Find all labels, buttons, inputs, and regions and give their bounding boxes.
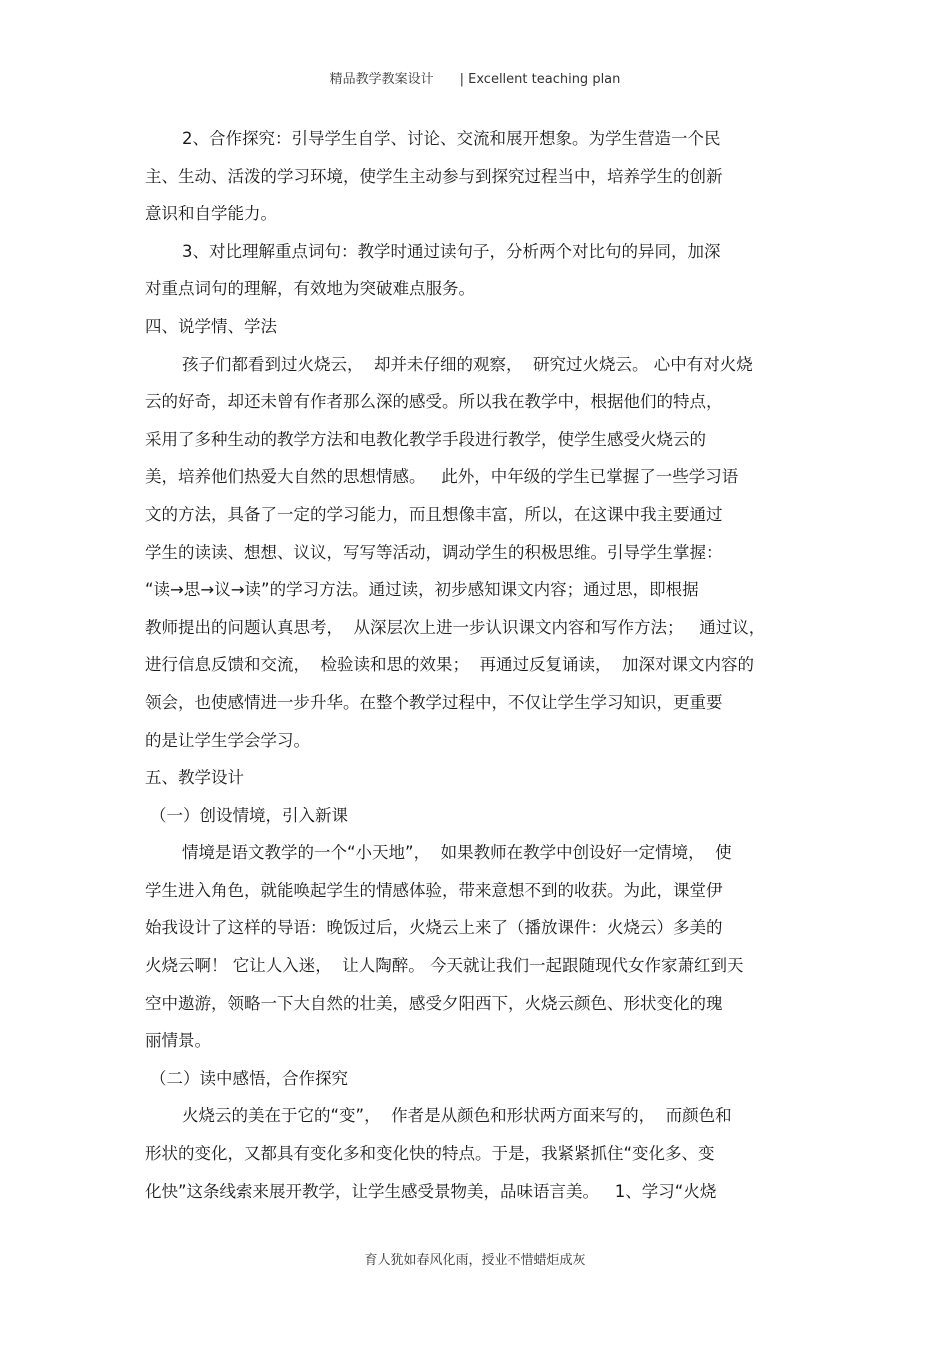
- text-line: “读→思→议→读”的学习方法。通过读，初步感知课文内容；通过思，即根据: [145, 580, 699, 600]
- section-heading: 五、教学设计: [145, 768, 244, 788]
- text-line: 2、合作探究：引导学生自学、讨论、交流和展开想象。为学生营造一个民: [182, 129, 721, 148]
- body-text: [145, 120, 810, 1210]
- text-line: 对重点词句的理解，有效地为突破难点服务。: [145, 279, 475, 299]
- text-line: 火烧云的美在于它的“变”， 作者是从颜色和形状两方面来写的， 而颜色和: [182, 1106, 732, 1126]
- text-line: 的是让学生学会学习。: [145, 730, 310, 750]
- text-line: 美，培养他们热爱大自然的思想情感。 此外，中年级的学生已掌握了一些学习语: [145, 467, 739, 487]
- text-line: 形状的变化，又都具有变化多和变化快的特点。于是，我紧紧抓住“变化多、变: [145, 1144, 715, 1164]
- text-line: 云的好奇，却还未曾有作者那么深的感受。所以我在教学中，根据他们的特点，: [145, 392, 723, 412]
- page-footer: 育人犹如春风化雨，授业不惜蜡炬成灰: [364, 1253, 586, 1268]
- text-line: 进行信息反馈和交流， 检验读和思的效果； 再通过反复诵读， 加深对课文内容的: [145, 655, 754, 675]
- text-line: 3、对比理解重点词句：教学时通过读句子，分析两个对比句的异同，加深: [182, 241, 721, 261]
- header-right: | Excellent teaching plan: [459, 72, 621, 87]
- page-header: [0, 68, 950, 87]
- text-line: 学生进入角色，就能唤起学生的情感体验，带来意想不到的收获。为此，课堂伊: [145, 880, 723, 900]
- subsection-heading: （二）读中感悟，合作探究: [150, 1068, 348, 1088]
- subsection-heading: （一）创设情境，引入新课: [150, 805, 348, 825]
- text-line: 领会，也使感情进一步升华。在整个教学过程中，不仅让学生学习知识，更重要: [145, 692, 723, 712]
- text-line: 空中遨游，领略一下大自然的壮美，感受夕阳西下，火烧云颜色、形状变化的瑰: [145, 993, 723, 1013]
- text-line: 文的方法，具备了一定的学习能力，而且想像丰富，所以，在这课中我主要通过: [145, 504, 723, 524]
- text-line: 孩子们都看到过火烧云， 却并未仔细的观察， 研究过火烧云。 心中有对火烧: [182, 354, 753, 374]
- text-line: 采用了多种生动的教学方法和电教化教学手段进行教学，使学生感受火烧云的: [145, 429, 706, 449]
- text-line: 教师提出的问题认真思考， 从深层次上进一步认识课文内容和写作方法； 通过议，: [145, 617, 766, 637]
- section-heading: 四、说学情、学法: [145, 316, 277, 336]
- text-line: 丽情景。: [145, 1031, 211, 1051]
- text-line: 意识和自学能力。: [145, 204, 277, 224]
- text-line: 火烧云啊！ 它让人入迷， 让人陶醉。 今天就让我们一起跟随现代女作家萧红到天: [145, 956, 744, 976]
- text-line: 学生的读读、想想、议议，写写等活动，调动学生的积极思维。引导学生掌握：: [145, 542, 723, 562]
- text-line: 始我设计了这样的导语：晚饭过后，火烧云上来了（播放课件：火烧云）多美的: [145, 918, 723, 938]
- text-line: 情境是语文教学的一个“小天地”， 如果教师在教学中创设好一定情境， 使: [182, 843, 732, 863]
- text-line: 主、生动、活泼的学习环境，使学生主动参与到探究过程当中，培养学生的创新: [145, 166, 723, 186]
- text-line: 化快”这条线索来展开教学，让学生感受景物美，品味语言美。 1、学习“火烧: [145, 1181, 717, 1201]
- header-left: 精品教学教案设计: [329, 72, 434, 87]
